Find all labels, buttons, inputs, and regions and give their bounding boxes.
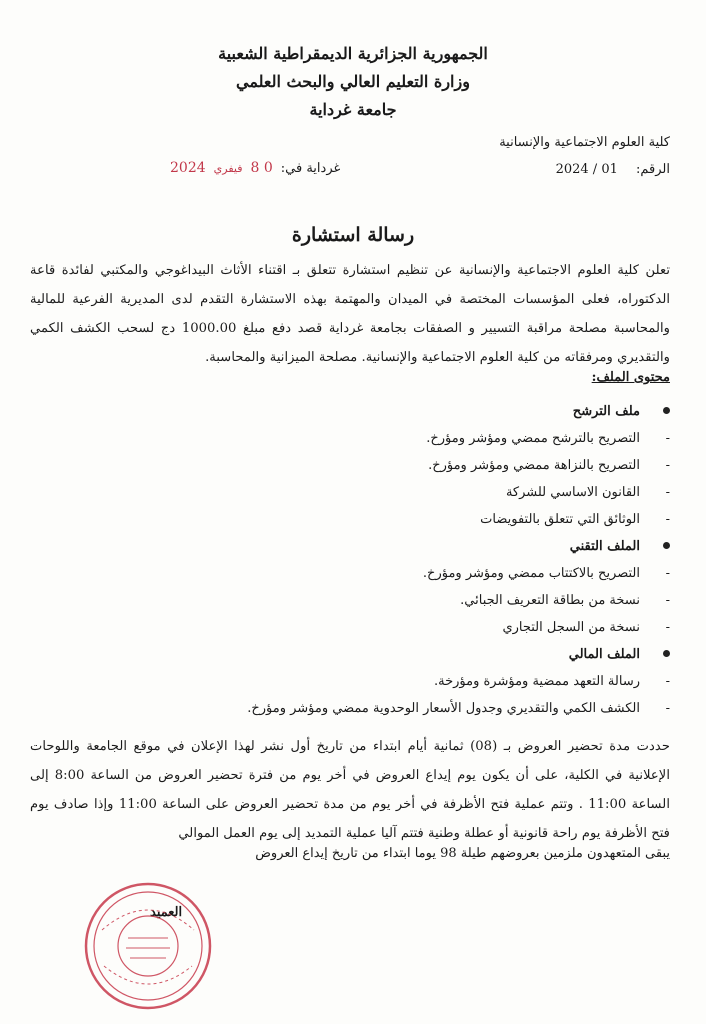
- conditions-paragraph: حددت مدة تحضير العروض بـ (08) ثمانية أيام ابتداء من تاريخ أول نشر لهذا الإعلان في موقع الجامعة واللوحات الإعلانية في الكلية، على أن يكون يوم إيداع العروض في أخر يوم من فترة تحضير العروض من الساعة 8:00 إلى الساعة 11:00 . وتتم عملية فتح الأظرفة في أخر يوم من مدة تحضير العروض على الساعة 11:00 وإذا صادف يوم فتح الأظرفة يوم راحة قانونية أو عطلة وطنية فتتم آليا عملية التمديد إلى يوم العمل الموالي: [30, 739, 671, 841]
- signatory-title: العميد: [150, 905, 183, 920]
- reference-value: 01 / 2024: [555, 162, 618, 177]
- date-month: فيفري: [213, 162, 243, 175]
- document-title: رسالة استشارة: [291, 224, 415, 246]
- dash-icon: -: [665, 566, 670, 581]
- dash-icon: -: [665, 620, 670, 635]
- group-title-technical: الملف التقني: [40, 533, 658, 560]
- reference-label: الرقم:: [636, 162, 670, 177]
- list-item: - التصريح بالترشح ممضي ومؤشر ومؤرخ.: [40, 425, 658, 452]
- group-title-candidacy: ملف الترشح: [40, 398, 658, 425]
- dash-icon: -: [665, 593, 670, 608]
- dash-icon: -: [665, 458, 670, 473]
- dateline: [170, 160, 340, 176]
- intro-paragraph: تعلن كلية العلوم الاجتماعية والإنسانية عن تنظيم استشارة تتعلق بـ اقتناء الأثاث البيداغوجي والمكتبي لفائدة قاعة الدكتوراه، فعلى المؤسسات المختصة في الميدان والمهتمة بهذه الاستشارة التقدم لدى المديرية الفرعية للمالية والمحاسبة مصلحة مراقبة التسيير و الصفقات بجامعة غرداية قصد دفع مبلغ 1000.00 دج لسحب الكشف الكمي والتقديري ومرفقاته من كلية العلوم الاجتماعية والإنسانية. مصلحة الميزانية والمحاسبة.: [30, 263, 671, 365]
- list-item: - الكشف الكمي والتقديري وجدول الأسعار الوحدوية ممضي ومؤشر ومؤرخ.: [40, 695, 658, 722]
- date-year: 2024: [170, 160, 206, 176]
- bullet-icon: [663, 542, 670, 549]
- dash-icon: -: [665, 485, 670, 500]
- republic-name: الجمهورية الجزائرية الديمقراطية الشعبية: [218, 44, 488, 63]
- list-item: - التصريح بالنزاهة ممضي ومؤشر ومؤرخ.: [40, 452, 658, 479]
- date-label: غرداية في:: [280, 161, 341, 176]
- letterhead: [0, 40, 706, 124]
- dash-icon: -: [665, 701, 670, 716]
- group-title-financial: الملف المالي: [40, 641, 658, 668]
- ministry-name: وزارة التعليم العالي والبحث العلمي: [236, 72, 470, 91]
- list-item: - الوثائق التي تتعلق بالتفويضات: [40, 506, 658, 533]
- official-seal-icon: [82, 880, 214, 1012]
- bullet-icon: [663, 650, 670, 657]
- validity-note: يبقى المتعهدون ملزمين بعروضهم طيلة 98 يوما ابتداء من تاريخ إيداع العروض: [255, 846, 670, 861]
- dash-icon: -: [665, 431, 670, 446]
- list-item: - نسخة من بطاقة التعريف الجبائي.: [40, 587, 658, 614]
- contents-heading: محتوى الملف:: [591, 370, 670, 385]
- bullet-icon: [663, 407, 670, 414]
- list-item: - القانون الاساسي للشركة: [40, 479, 658, 506]
- faculty-name: كلية العلوم الاجتماعية والإنسانية: [499, 135, 670, 150]
- reference-number: [556, 162, 670, 177]
- list-item: - نسخة من السجل التجاري: [40, 614, 658, 641]
- list-item: - رسالة التعهد ممضية ومؤشرة ومؤرخة.: [40, 668, 658, 695]
- university-name: جامعة غرداية: [309, 100, 397, 119]
- file-contents-list: [40, 398, 670, 722]
- dash-icon: -: [665, 674, 670, 689]
- list-item: - التصريح بالاكتتاب ممضي ومؤشر ومؤرخ.: [40, 560, 658, 587]
- date-day: 0 8: [250, 160, 273, 176]
- dash-icon: -: [665, 512, 670, 527]
